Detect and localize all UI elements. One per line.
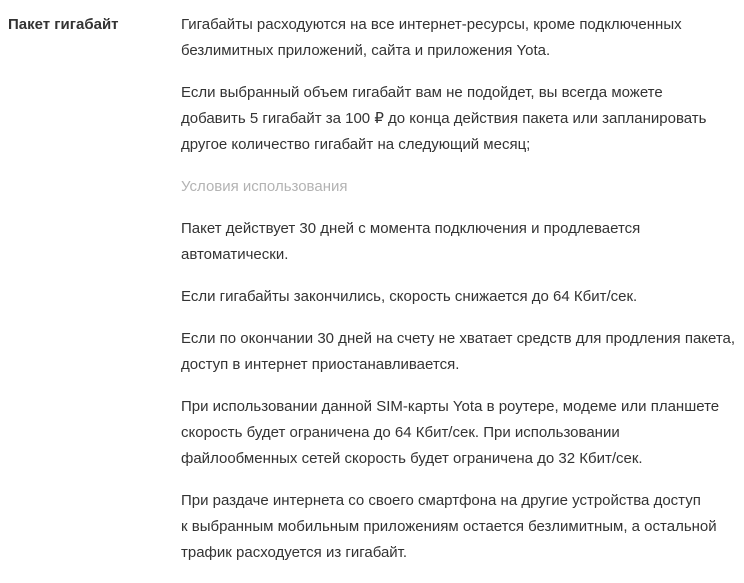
section-label-column [8,12,181,38]
paragraph-line: файлообменных сетей скорость будет ограничена до 32 Кбит/сек. [181,450,643,467]
paragraph-line: добавить 5 гигабайт за 100 ₽ до конца действия пакета или запланировать [181,110,707,127]
paragraph-line: Гигабайты расходуются на все интернет-ресурсы, кроме подключенных [181,16,682,33]
paragraph-insufficient-funds [181,326,744,378]
section-title: Пакет гигабайт [8,16,119,33]
usage-terms-subheading: Условия использования [181,178,348,195]
paragraph-line: скорость будет ограничена до 64 Кбит/сек. При использовании [181,424,620,441]
paragraph-line: При использовании данной SIM-карты Yota в роутере, модеме или планшете [181,398,720,415]
paragraph-package-duration [181,216,744,268]
paragraph-line: Если гигабайты закончились, скорость снижается до 64 Кбит/сек. [181,288,638,305]
paragraph-line: Если выбранный объем гигабайт вам не подойдет, вы всегда можете [181,84,663,101]
paragraph-line: трафик расходуется из гигабайт. [181,544,408,561]
section-content-column [181,12,744,566]
paragraph-traffic-usage [181,12,744,64]
paragraph-line: автоматически. [181,246,289,263]
paragraph-line: безлимитных приложений, сайта и приложения Yota. [181,42,551,59]
paragraph-speed-reduction [181,284,744,310]
paragraph-line: доступ в интернет приостанавливается. [181,356,460,373]
paragraph-line: другое количество гигабайт на следующий месяц; [181,136,531,153]
paragraph-line: к выбранным мобильным приложениям остается безлимитным, а остальной [181,518,717,535]
paragraph-line: Если по окончании 30 дней на счету не хватает средств для продления пакета, [181,330,736,347]
paragraph-line: Пакет действует 30 дней с момента подключения и продлевается [181,220,641,237]
paragraph-line: При раздаче интернета со своего смартфона на другие устройства доступ [181,492,701,509]
paragraph-add-gigabytes [181,80,744,158]
paragraph-tethering [181,488,744,566]
paragraph-sim-restrictions [181,394,744,472]
